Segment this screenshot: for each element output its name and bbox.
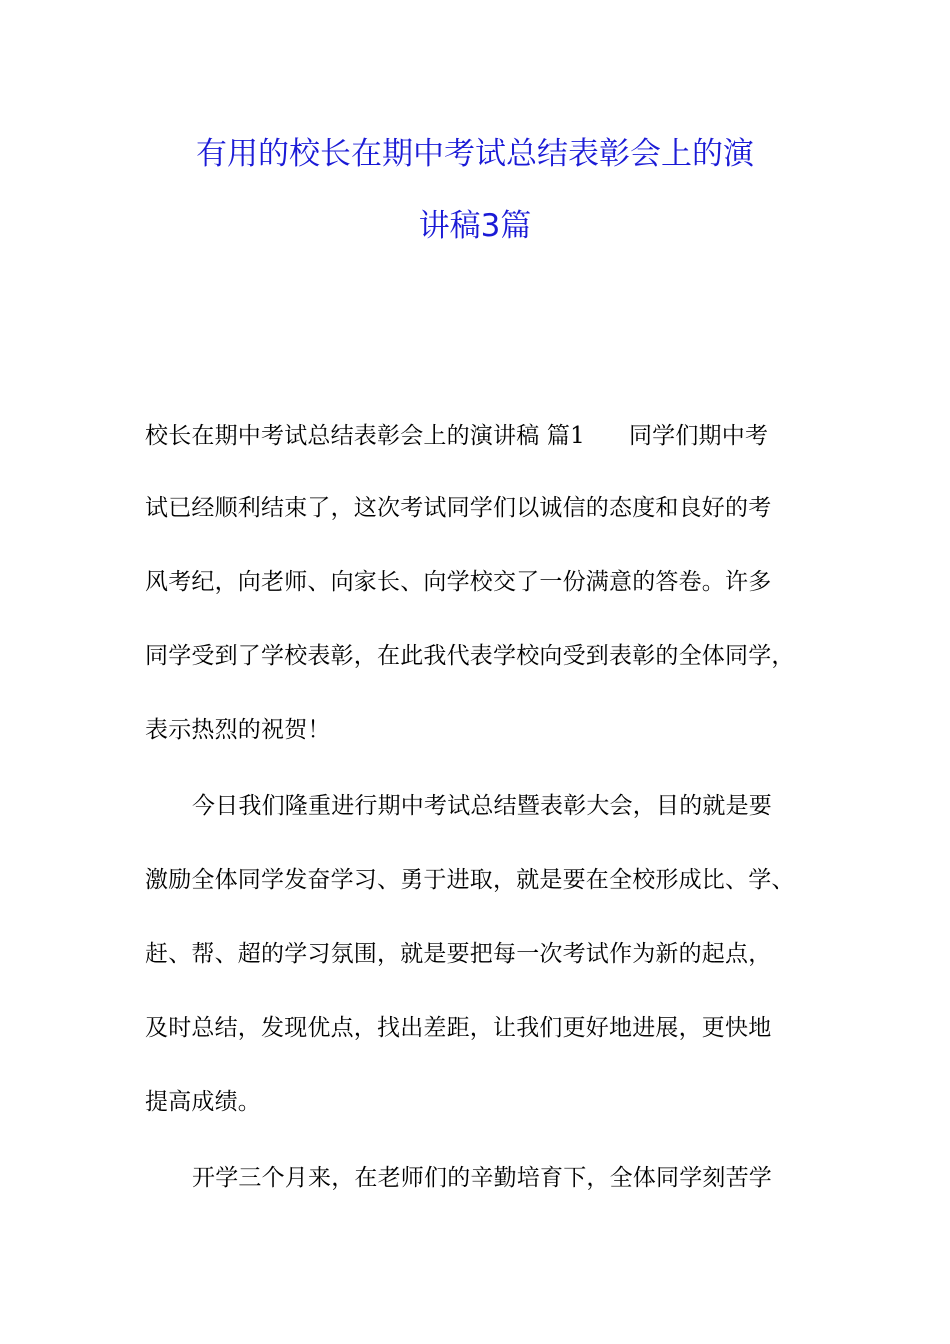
paragraph-line: 表示热烈的祝贺！ (145, 717, 331, 743)
paragraph-line: 及时总结，发现优点，找出差距，让我们更好地进展，更快地 (145, 1015, 772, 1041)
paragraph-line: 赶、帮、超的学习氛围，就是要把每一次考试作为新的起点， (145, 941, 772, 967)
paragraph-line (145, 420, 845, 452)
paragraph-line: 提高成绩。 (145, 1089, 261, 1115)
section-heading: 校长在期中考试总结表彰会上的演讲稿 篇1 (145, 423, 585, 449)
document-title-line-1: 有用的校长在期中考试总结表彰会上的演 (196, 136, 754, 172)
paragraph-line: 开学三个月来，在老师们的辛勤培育下，全体同学刻苦学 (192, 1165, 772, 1191)
document-title-line-2: 讲稿3篇 (418, 208, 532, 244)
paragraph-line: 试已经顺利结束了，这次考试同学们以诚信的态度和良好的考 (145, 495, 772, 521)
paragraph-line: 风考纪，向老师、向家长、向学校交了一份满意的答卷。许多 (145, 569, 772, 595)
paragraph-text: 同学们期中考 (628, 423, 769, 449)
paragraph-line: 同学受到了学校表彰，在此我代表学校向受到表彰的全体同学， (145, 643, 795, 669)
paragraph-line: 今日我们隆重进行期中考试总结暨表彰大会，目的就是要 (192, 793, 772, 819)
paragraph-line: 激励全体同学发奋学习、勇于进取，就是要在全校形成比、学、 (145, 867, 795, 893)
